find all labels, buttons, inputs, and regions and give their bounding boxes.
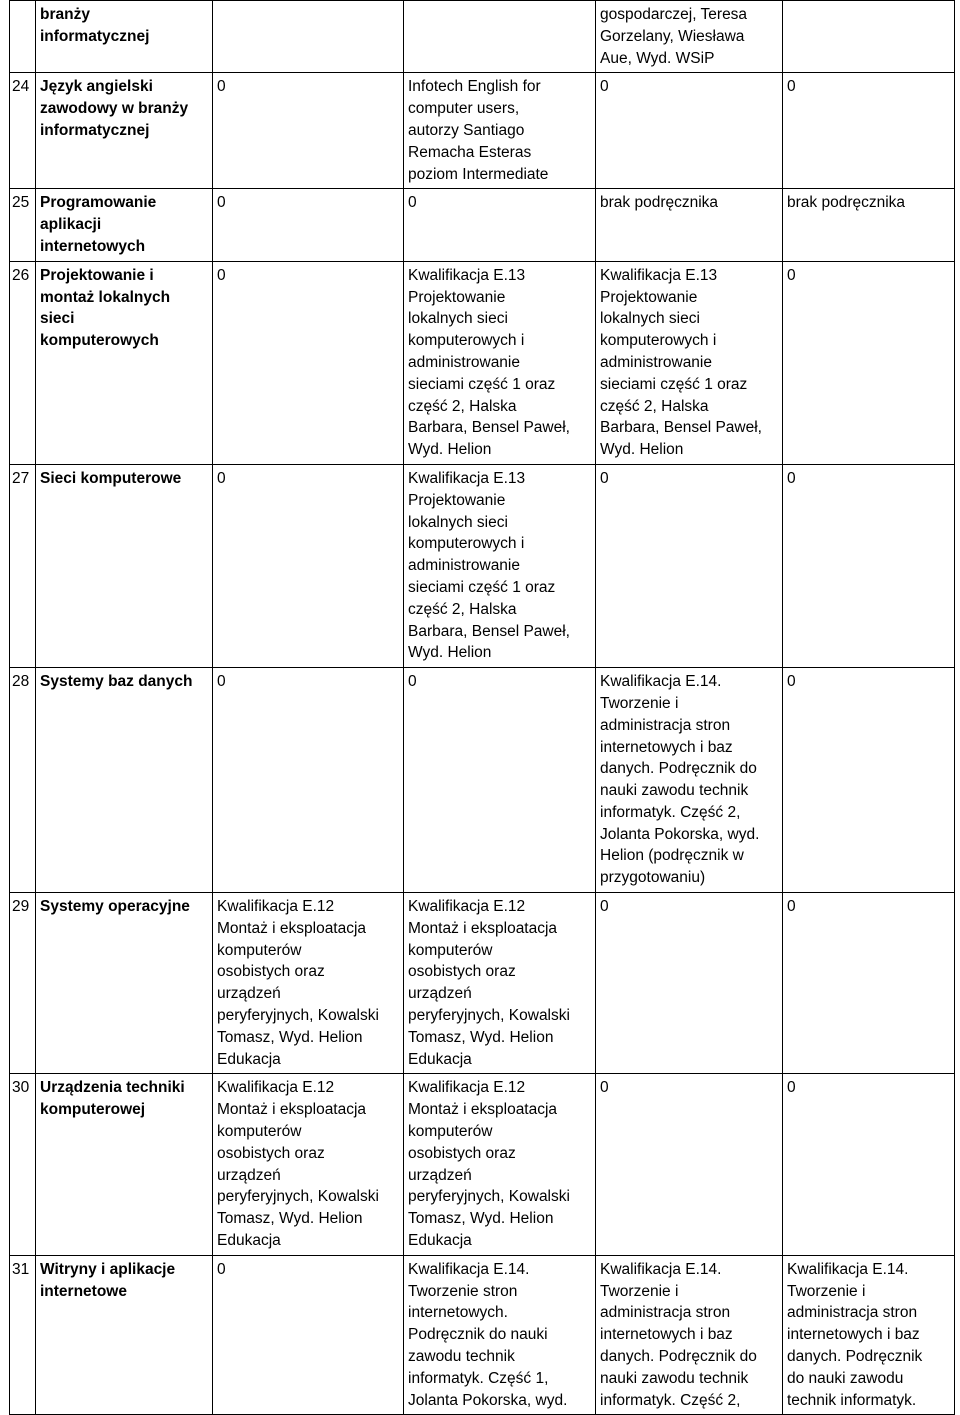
subject-name: branży informatycznej	[36, 1, 213, 73]
cell-col2: Kwalifikacja E.13 Projektowanie lokalnych sieci komputerowych i administrowanie sieciami część 1 oraz część 2, Halska Barbara, Bensel Paweł, Wyd. Helion	[404, 464, 596, 667]
table-row	[10, 464, 955, 667]
cell-col4: 0	[783, 1074, 955, 1255]
cell-col2: 0	[404, 668, 596, 893]
cell-col1: 0	[213, 189, 404, 261]
table-row	[10, 1, 955, 73]
cell-col3: Kwalifikacja E.13 Projektowanie lokalnych sieci komputerowych i administrowanie sieciami część 1 oraz część 2, Halska Barbara, Bensel Paweł, Wyd. Helion	[596, 261, 783, 464]
cell-col1: 0	[213, 73, 404, 189]
row-number: 24	[10, 73, 36, 189]
textbook-table	[9, 0, 955, 1415]
cell-col1: 0	[213, 1255, 404, 1415]
row-number: 25	[10, 189, 36, 261]
table-row	[10, 1074, 955, 1255]
table-row	[10, 893, 955, 1074]
cell-col2: 0	[404, 189, 596, 261]
cell-col4: 0	[783, 261, 955, 464]
cell-col1: Kwalifikacja E.12 Montaż i eksploatacja komputerów osobistych oraz urządzeń peryferyjnych, Kowalski Tomasz, Wyd. Helion Edukacja	[213, 893, 404, 1074]
subject-name: Programowanie aplikacji internetowych	[36, 189, 213, 261]
cell-col3: Kwalifikacja E.14. Tworzenie i administracja stron internetowych i baz danych. Podręcznik do nauki zawodu technik informatyk. Część 2,	[596, 1255, 783, 1415]
cell-col2: Kwalifikacja E.13 Projektowanie lokalnych sieci komputerowych i administrowanie sieciami część 1 oraz część 2, Halska Barbara, Bensel Paweł, Wyd. Helion	[404, 261, 596, 464]
cell-col3: Kwalifikacja E.14. Tworzenie i administracja stron internetowych i baz danych. Podręcznik do nauki zawodu technik informatyk. Część 2, Jolanta Pokorska, wyd. Helion (podręcznik w przygotowaniu)	[596, 668, 783, 893]
table-row	[10, 73, 955, 189]
row-number	[10, 1, 36, 73]
cell-col2: Kwalifikacja E.14. Tworzenie stron internetowych. Podręcznik do nauki zawodu technik informatyk. Część 1, Jolanta Pokorska, wyd.	[404, 1255, 596, 1415]
subject-name: Język angielski zawodowy w branży informatycznej	[36, 73, 213, 189]
cell-col4: Kwalifikacja E.14. Tworzenie i administracja stron internetowych i baz danych. Podręcznik do nauki zawodu technik informatyk.	[783, 1255, 955, 1415]
subject-name: Projektowanie i montaż lokalnych sieci komputerowych	[36, 261, 213, 464]
cell-col3: brak podręcznika	[596, 189, 783, 261]
cell-col2: Infotech English for computer users, autorzy Santiago Remacha Esteras poziom Intermediate	[404, 73, 596, 189]
cell-col2	[404, 1, 596, 73]
cell-col4: 0	[783, 73, 955, 189]
row-number: 29	[10, 893, 36, 1074]
cell-col4: 0	[783, 668, 955, 893]
cell-col4: 0	[783, 464, 955, 667]
row-number: 31	[10, 1255, 36, 1415]
row-number: 28	[10, 668, 36, 893]
table-row	[10, 1255, 955, 1415]
cell-col1: 0	[213, 668, 404, 893]
table-row	[10, 189, 955, 261]
row-number: 30	[10, 1074, 36, 1255]
cell-col1	[213, 1, 404, 73]
cell-col3: 0	[596, 73, 783, 189]
cell-col2: Kwalifikacja E.12 Montaż i eksploatacja komputerów osobistych oraz urządzeń peryferyjnych, Kowalski Tomasz, Wyd. Helion Edukacja	[404, 1074, 596, 1255]
subject-name: Sieci komputerowe	[36, 464, 213, 667]
cell-col4: brak podręcznika	[783, 189, 955, 261]
cell-col4	[783, 1, 955, 73]
subject-name: Systemy operacyjne	[36, 893, 213, 1074]
row-number: 26	[10, 261, 36, 464]
cell-col3: 0	[596, 1074, 783, 1255]
cell-col1: 0	[213, 261, 404, 464]
subject-name: Witryny i aplikacje internetowe	[36, 1255, 213, 1415]
cell-col1: Kwalifikacja E.12 Montaż i eksploatacja komputerów osobistych oraz urządzeń peryferyjnych, Kowalski Tomasz, Wyd. Helion Edukacja	[213, 1074, 404, 1255]
table-row	[10, 668, 955, 893]
cell-col3: 0	[596, 893, 783, 1074]
cell-col3: 0	[596, 464, 783, 667]
subject-name: Systemy baz danych	[36, 668, 213, 893]
cell-col2: Kwalifikacja E.12 Montaż i eksploatacja komputerów osobistych oraz urządzeń peryferyjnych, Kowalski Tomasz, Wyd. Helion Edukacja	[404, 893, 596, 1074]
cell-col3: gospodarczej, Teresa Gorzelany, Wiesława Aue, Wyd. WSiP	[596, 1, 783, 73]
row-number: 27	[10, 464, 36, 667]
cell-col1: 0	[213, 464, 404, 667]
cell-col4: 0	[783, 893, 955, 1074]
subject-name: Urządzenia techniki komputerowej	[36, 1074, 213, 1255]
table-row	[10, 261, 955, 464]
